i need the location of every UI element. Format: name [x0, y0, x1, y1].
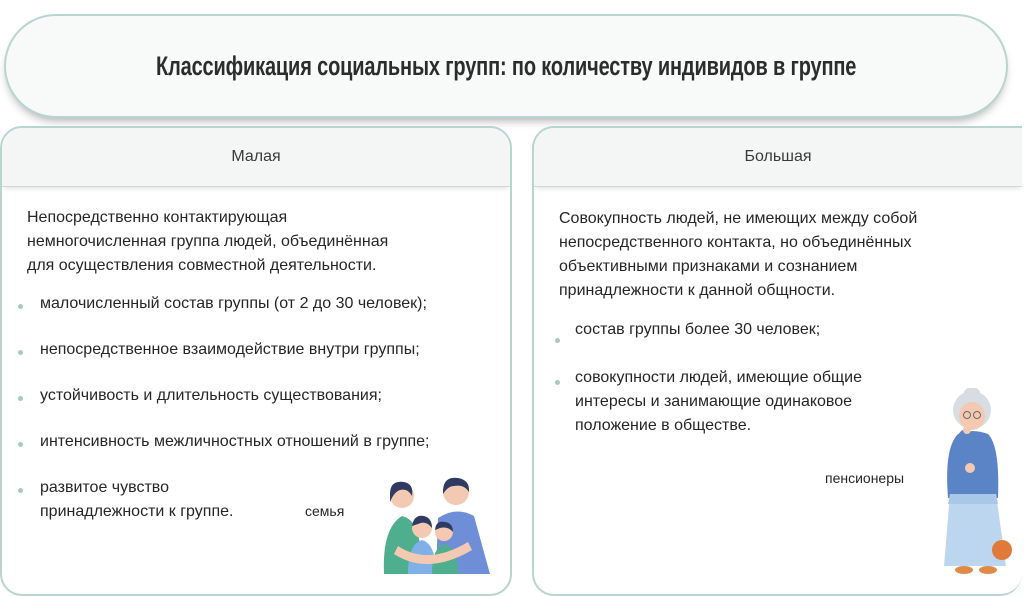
definition-line: Совокупность людей, не имеющих между собой — [559, 210, 918, 227]
small-bullet: развитое чувство принадлежности к группе. — [40, 479, 234, 520]
definition-line: объективными признаками и сознанием — [559, 258, 858, 275]
elderly-woman-illustration — [934, 388, 1014, 574]
small-bullet: непосредственное взаимодействие внутри группы; — [40, 341, 420, 358]
small-bullet: устойчивость и длительность существования; — [40, 387, 382, 404]
definition-line: для осуществления совместной деятельности. — [27, 257, 377, 274]
bullet-icon — [18, 304, 23, 309]
family-caption: семья — [305, 503, 345, 519]
small-group-definition — [27, 206, 388, 278]
bullet-icon — [18, 350, 23, 355]
definition-line: принадлежности к данной общности. — [559, 282, 836, 299]
bullet-icon — [18, 488, 23, 493]
small-bullet: малочисленный состав группы (от 2 до 30 человек); — [40, 295, 427, 312]
large-group-header — [534, 128, 1022, 187]
large-bullet: совокупности людей, имеющие общие интересы и занимающие одинаковое положение в обществе. — [575, 369, 862, 434]
large-group-definition — [559, 207, 917, 303]
definition-line: непосредственного контакта, но объединённых — [559, 234, 912, 251]
bullet-icon — [18, 396, 23, 401]
definition-line: немногочисленная группа людей, объединённая — [27, 233, 389, 250]
bullet-icon — [555, 338, 560, 343]
small-bullet: интенсивность межличностных отношений в группе; — [40, 433, 430, 450]
page-title: Классификация социальных групп: по количеству индивидов в группе — [155, 50, 857, 81]
large-group-title: Большая — [744, 148, 812, 165]
title-banner — [4, 14, 1008, 118]
pensioners-caption: пенсионеры — [825, 470, 905, 486]
large-bullet: состав группы более 30 человек; — [575, 321, 821, 338]
small-group-header — [2, 128, 510, 187]
bullet-icon — [555, 380, 560, 385]
small-group-title: Малая — [231, 148, 281, 165]
family-illustration — [378, 476, 498, 574]
bullet-icon — [18, 442, 23, 447]
definition-line: Непосредственно контактирующая — [27, 209, 288, 226]
